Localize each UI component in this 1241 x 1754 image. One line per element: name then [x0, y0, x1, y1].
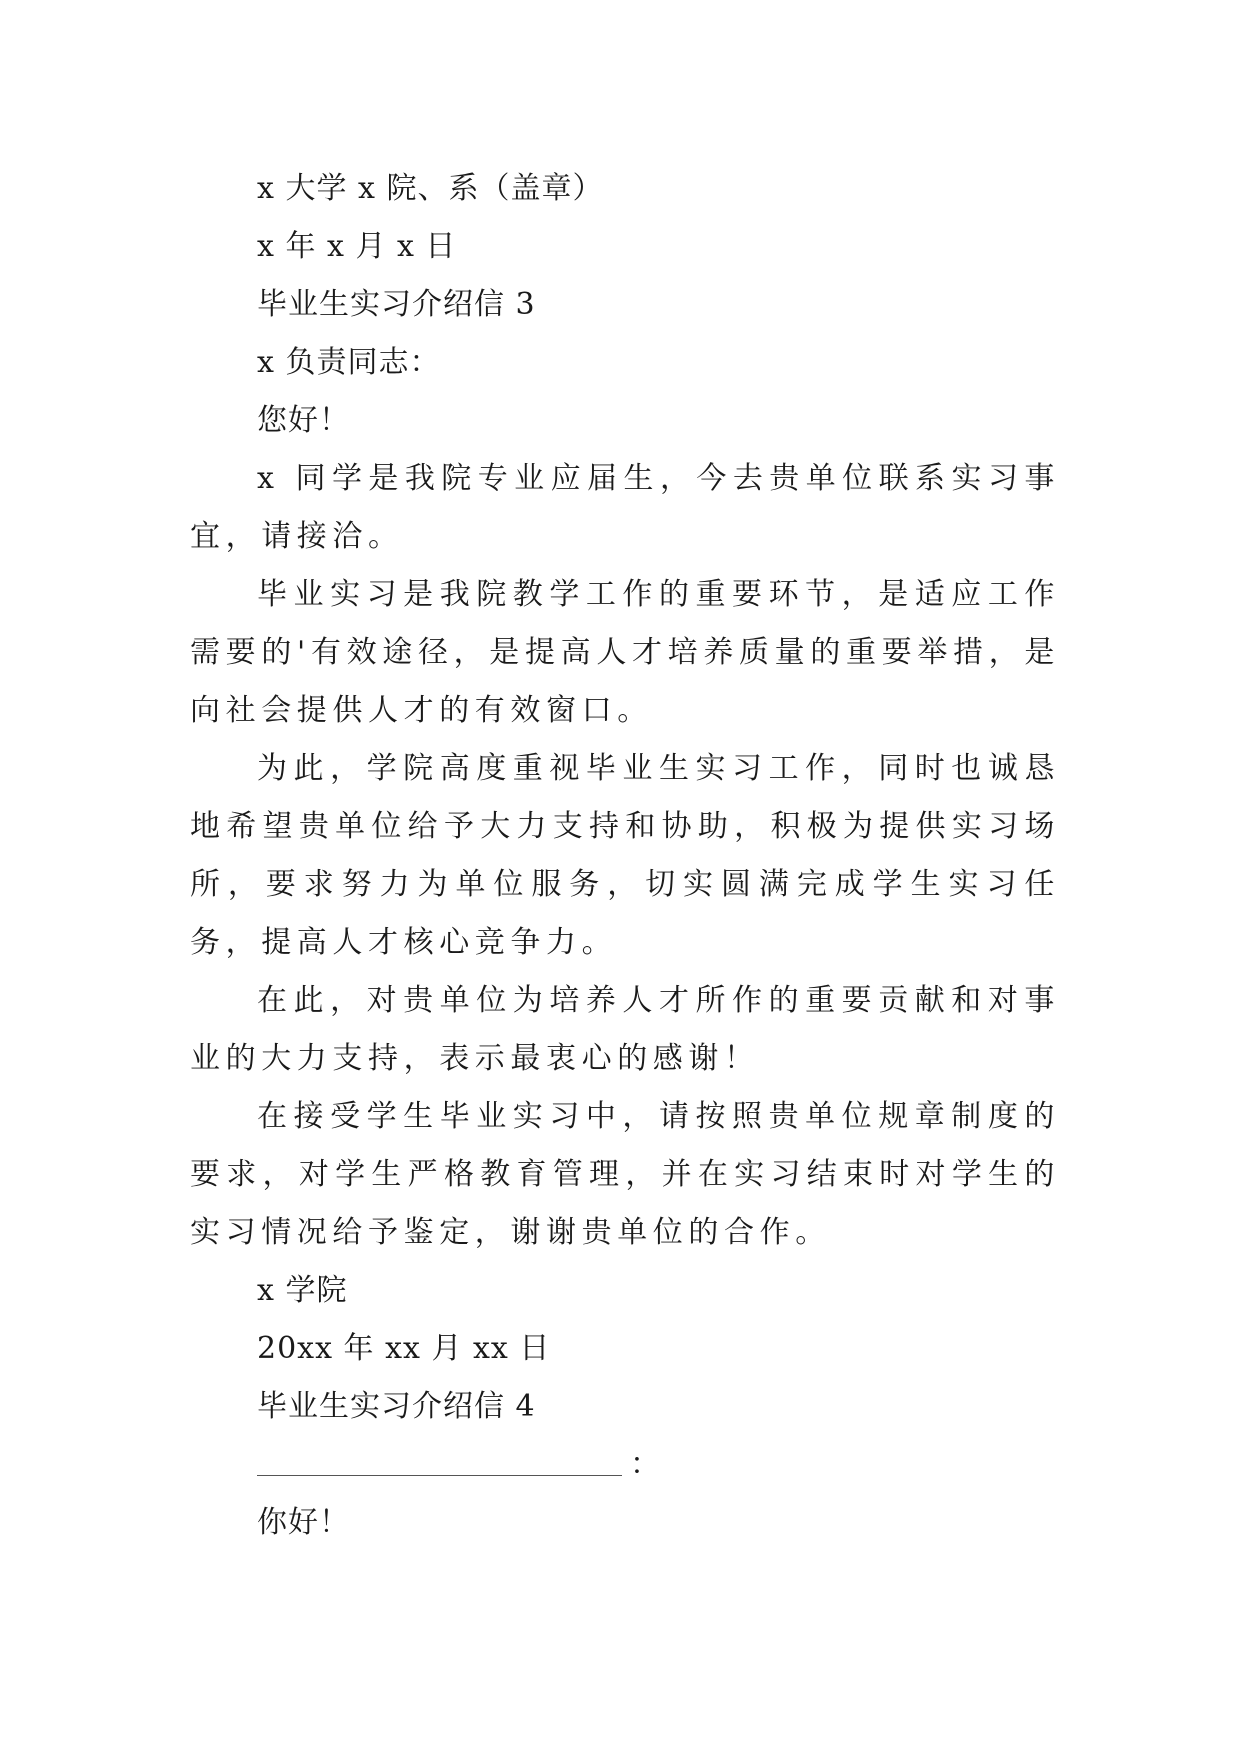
document-body	[190, 160, 1060, 1552]
paragraph-1: x 同学是我院专业应届生，今去贵单位联系实习事宜，请接洽。	[190, 461, 1060, 554]
greeting: 您好！	[257, 403, 350, 438]
recipient-blank-row	[190, 1436, 1060, 1494]
recipient-blank-line	[257, 1455, 622, 1476]
paragraph-4: 在此，对贵单位为培养人才所作的重要贡献和对事业的大力支持，表示最衷心的感谢！	[190, 983, 1060, 1076]
signature-organization: x 学院	[257, 1273, 348, 1308]
paragraph-5: 在接受学生毕业实习中，请按照贵单位规章制度的要求，对学生严格教育管理，并在实习结束时对学生的实习情况给予鉴定，谢谢贵单位的合作。	[190, 1099, 1060, 1250]
paragraph-3: 为此，学院高度重视毕业生实习工作，同时也诚恳地希望贵单位给予大力支持和协助，积极为提供实习场所，要求努力为单位服务，切实圆满完成学生实习任务，提高人才核心竞争力。	[190, 751, 1060, 960]
letter-title: 毕业生实习介绍信 3	[257, 287, 536, 322]
signature-date: x 年 x 月 x 日	[257, 229, 457, 264]
greeting: 你好！	[257, 1505, 350, 1540]
signature-date: 20xx 年 xx 月 xx 日	[257, 1331, 551, 1366]
recipient-colon: ：	[630, 1447, 660, 1482]
salutation: x 负责同志：	[257, 345, 441, 380]
signature-organization: x 大学 x 院、系（盖章）	[257, 171, 604, 206]
paragraph-2: 毕业实习是我院教学工作的重要环节，是适应工作需要的'有效途径，是提高人才培养质量的重要举措，是向社会提供人才的有效窗口。	[190, 577, 1060, 728]
letter-title: 毕业生实习介绍信 4	[257, 1389, 536, 1424]
